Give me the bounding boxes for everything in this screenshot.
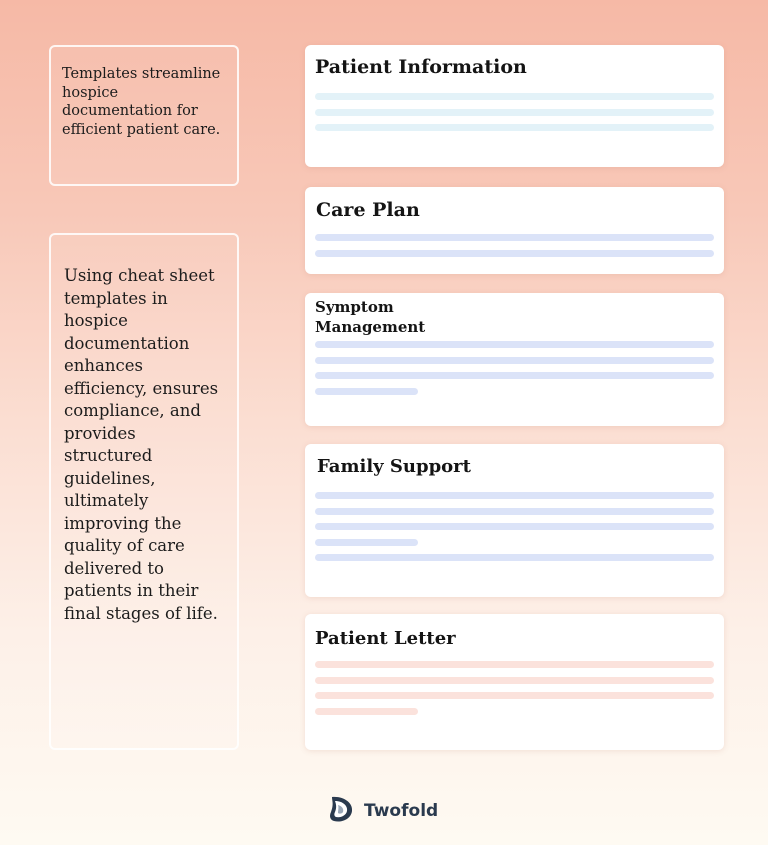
placeholder-line	[315, 234, 714, 241]
placeholder-lines	[315, 234, 714, 265]
placeholder-line	[315, 109, 714, 116]
footer-brand	[326, 794, 438, 828]
placeholder-line	[315, 250, 714, 257]
card-patient-letter	[305, 614, 724, 750]
card-title: Symptom Management	[315, 298, 426, 336]
placeholder-lines	[315, 492, 714, 570]
card-care-plan	[305, 187, 724, 274]
card-title: Care Plan	[316, 199, 420, 221]
placeholder-line	[315, 93, 714, 100]
placeholder-line	[315, 492, 714, 499]
placeholder-line	[315, 661, 714, 668]
intro-note-text: Templates streamline hospice documentation for efficient patient care.	[62, 66, 221, 138]
placeholder-line	[315, 357, 714, 364]
twofold-logo-icon	[326, 794, 354, 828]
placeholder-line	[315, 523, 714, 530]
placeholder-lines	[315, 93, 714, 140]
placeholder-line	[315, 508, 714, 515]
placeholder-line	[315, 372, 714, 379]
card-family-support	[305, 444, 724, 597]
placeholder-line	[315, 539, 418, 546]
placeholder-line	[315, 708, 418, 715]
detail-note-text: Using cheat sheet templates in hospice documentation enhances efficiency, ensures compliance, and provides structured guidelines, ultimately improving the quality of care delivered to patients in their final stages of life.	[64, 266, 219, 623]
card-title: Family Support	[317, 456, 471, 477]
placeholder-lines	[315, 341, 714, 403]
placeholder-line	[315, 341, 714, 348]
brand-name: Twofold	[364, 801, 439, 821]
card-title: Patient Information	[315, 56, 527, 78]
card-symptom-management	[305, 293, 724, 426]
intro-note	[49, 45, 239, 186]
placeholder-line	[315, 692, 714, 699]
placeholder-line	[315, 554, 714, 561]
placeholder-lines	[315, 661, 714, 723]
placeholder-line	[315, 677, 714, 684]
card-title: Patient Letter	[315, 628, 456, 649]
placeholder-line	[315, 388, 418, 395]
detail-note	[49, 233, 239, 750]
placeholder-line	[315, 124, 714, 131]
card-patient-information	[305, 45, 724, 167]
